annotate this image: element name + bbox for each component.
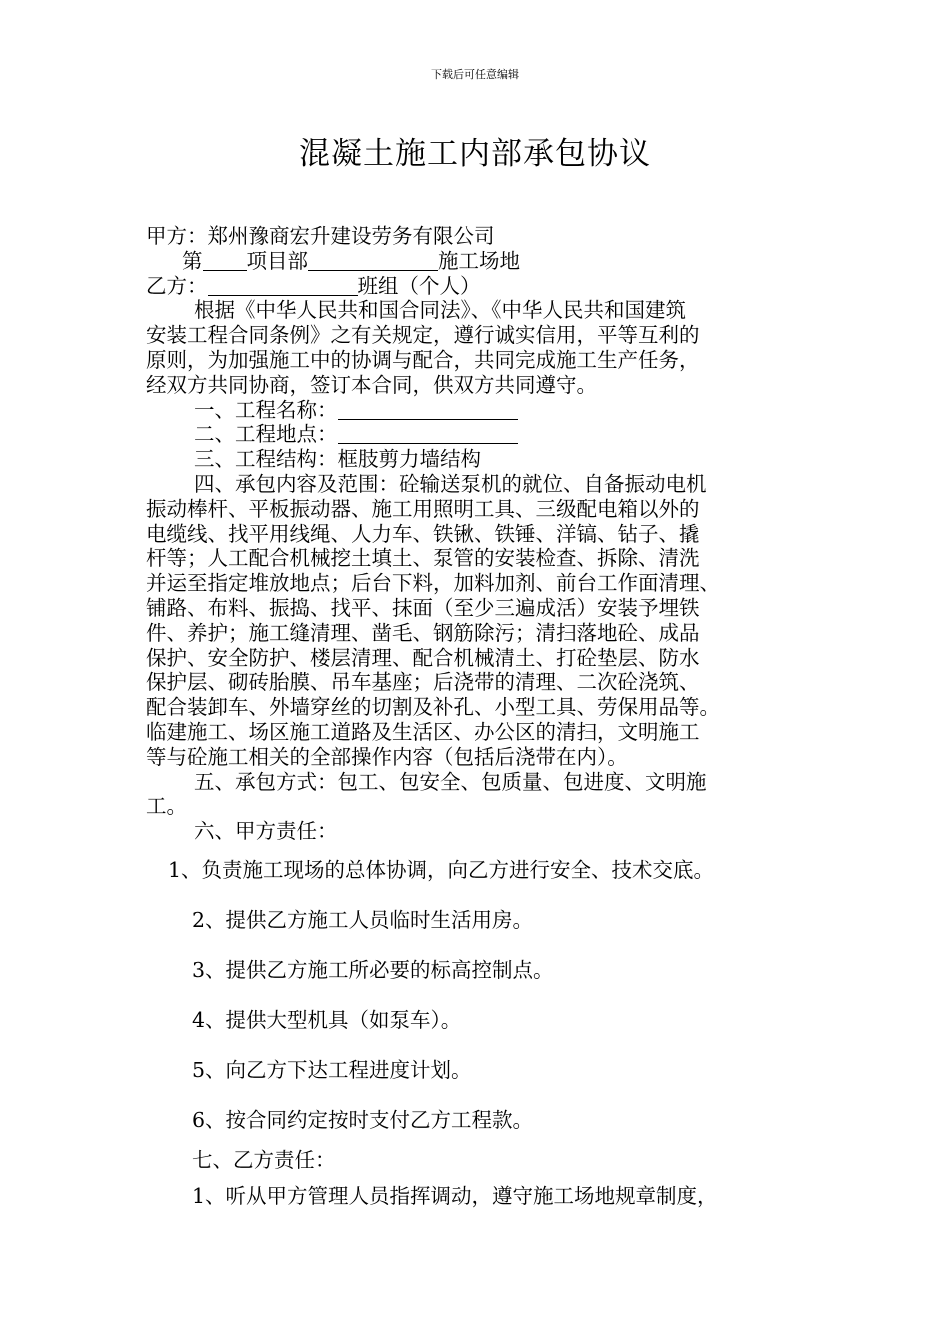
site-name-blank[interactable] [308,251,438,271]
scope-line: 配合装卸车、外墙穿丝的切割及补孔、小型工具、劳保用品等。 [146,695,720,720]
party-a-resp-item: 3、提供乙方施工所必要的标高控制点。 [192,958,554,982]
preamble-line: 根据《中华人民共和国合同法》、《中华人民共和国建筑 [194,298,686,323]
method-line: 五、承包方式：包工、包安全、包质量、包进度、文明施 [194,769,707,794]
project-location-label: 二、工程地点： [194,422,338,447]
party-b-resp-item: 1、听从甲方管理人员指挥调动，遵守施工场地规章制度， [192,1184,718,1208]
party-a-resp-item: 1、负责施工现场的总体协调，向乙方进行安全、技术交底。 [168,858,715,882]
party-b-responsibility-heading: 七、乙方责任： [192,1148,336,1172]
header-note: 下载后可任意编辑 [431,68,519,81]
scope-line: 杆等；人工配合机械挖土填土、泵管的安装检查、拆除、清洗 [146,546,700,571]
scope-line: 保护层、砌砖胎膜、吊车基座；后浇带的清理、二次砼浇筑、 [146,670,700,695]
site-line [146,249,818,274]
site-suffix: 施工场地 [438,248,520,273]
scope-line: 等与砼施工相关的全部操作内容（包括后浇带在内）。 [146,744,628,769]
party-a-resp-item: 4、提供大型机具（如泵车）。 [192,1008,462,1032]
site-number-blank[interactable] [203,251,247,271]
party-a-line: 甲方：郑州豫商宏升建设劳务有限公司 [146,224,495,248]
scope-line: 铺路、布料、振捣、找平、抹面（至少三遍成活）安装予埋铁 [146,595,700,620]
project-name-blank[interactable] [338,400,518,420]
scope-line: 振动棒杆、平板振动器、施工用照明工具、三级配电箱以外的 [146,496,700,521]
party-a-resp-item: 2、提供乙方施工人员临时生活用房。 [192,908,534,932]
scope-line: 保护、安全防护、楼层清理、配合机械清土、打砼垫层、防水 [146,645,700,670]
site-prefix: 第 [182,248,203,273]
project-location-line [146,422,818,447]
scope-line: 件、养护；施工缝清理、凿毛、钢筋除污；清扫落地砼、成品 [146,620,700,645]
scope-line: 临建施工、场区施工道路及生活区、办公区的清扫，文明施工 [146,719,700,744]
party-b-name-blank[interactable] [208,276,358,296]
site-mid: 项目部 [246,248,308,273]
party-b-suffix: 班组（个人） [357,273,481,298]
method-line: 工。 [146,794,187,819]
party-b-prefix: 乙方： [146,273,208,298]
party-a-resp-item: 6、按合同约定按时支付乙方工程款。 [192,1108,534,1132]
document-title: 混凝土施工内部承包协议 [299,136,651,172]
preamble-line: 经双方共同协商，签订本合同，供双方共同遵守。 [146,372,597,397]
project-structure-line: 三、工程结构：框肢剪力墙结构 [194,447,481,472]
party-a-resp-item: 5、向乙方下达工程进度计划。 [192,1058,472,1082]
contract-body [146,224,818,844]
project-name-label: 一、工程名称： [194,397,338,422]
scope-line: 电缆线、找平用线绳、人力车、铁锹、铁锤、洋镐、钻子、撬 [146,521,700,546]
preamble-line: 安装工程合同条例》之有关规定，遵行诚实信用，平等互利的 [146,323,700,348]
preamble-line: 原则，为加强施工中的协调与配合，共同完成施工生产任务， [146,347,700,372]
party-a-responsibility-heading: 六、甲方责任： [194,819,338,844]
scope-line: 并运至指定堆放地点；后台下料，加料加剂、前台工作面清理、 [146,571,720,596]
party-b-line [146,274,818,299]
project-name-line [146,398,818,423]
scope-line: 四、承包内容及范围：砼输送泵机的就位、自备振动电机 [194,471,707,496]
project-location-blank[interactable] [338,424,518,444]
